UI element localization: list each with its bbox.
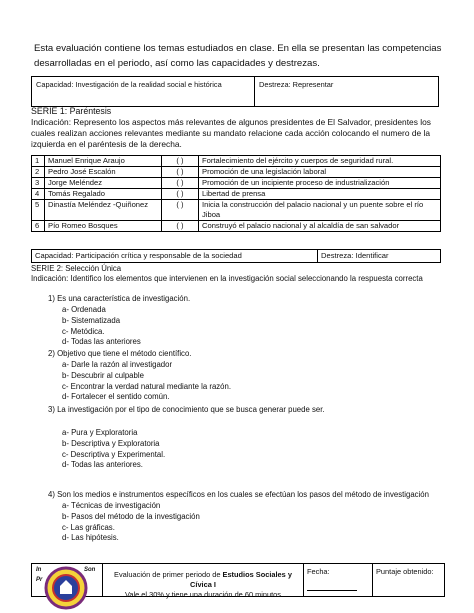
answer-option[interactable]: a- Ordenada: [62, 305, 106, 314]
date-line: [307, 590, 357, 591]
destreza-label: Destreza: Representar: [259, 80, 334, 89]
answer-option[interactable]: c- Metódica.: [62, 326, 105, 336]
matching-table: [31, 155, 441, 232]
answer-option[interactable]: c- Descriptiva y Experimental.: [62, 449, 166, 459]
answer-option[interactable]: c- Las gráficas.: [62, 522, 115, 532]
row-number: 2: [32, 167, 45, 178]
capacity-box-2: [31, 249, 441, 263]
answer-blank[interactable]: ( ): [162, 189, 199, 200]
table-row: [32, 200, 441, 221]
answer-option[interactable]: b- Descubrir al culpable: [62, 370, 144, 380]
row-number: 3: [32, 178, 45, 189]
president-name: Jorge Meléndez: [45, 178, 162, 189]
action-description: Libertad de prensa: [199, 189, 441, 200]
evaluation-line2: Vale el 30% y tiene una duración de 60 minutos: [125, 590, 281, 599]
answer-blank[interactable]: ( ): [162, 221, 199, 232]
row-number: 6: [32, 221, 45, 232]
row-number: 1: [32, 156, 45, 167]
footer-box: [31, 563, 445, 597]
table-row: [32, 178, 441, 189]
action-description: Promoción de un incipiente proceso de industrialización: [199, 178, 441, 189]
capacity-box-1: [31, 76, 439, 107]
answer-option[interactable]: d- Todas las anteriores.: [62, 460, 143, 470]
score-label: Puntaje obtenido:: [376, 567, 434, 576]
answer-option[interactable]: a- Pura y Exploratoria: [62, 428, 138, 437]
school-logo: [32, 564, 103, 596]
date-field[interactable]: [304, 564, 373, 596]
answer-option[interactable]: b- Descriptiva y Exploratoria: [62, 438, 160, 448]
row-number: 4: [32, 189, 45, 200]
answer-option[interactable]: c- Encontrar la verdad natural mediante la razón.: [62, 381, 232, 391]
capacidad-label-2: Capacidad: Participación crítica y responsable de la sociedad: [32, 250, 318, 262]
answer-option[interactable]: a- Darle la razón al investigador: [62, 360, 173, 369]
question-text: 1) Es una característica de investigación.: [48, 294, 191, 303]
answer-option[interactable]: b- Sistematizada: [62, 315, 121, 325]
answer-option[interactable]: a- Técnicas de investigación: [62, 501, 161, 510]
president-name: Tomás Regalado: [45, 189, 162, 200]
logo-text-left: In: [36, 567, 42, 573]
president-name: Pío Romeo Bosques: [45, 221, 162, 232]
serie1-indication: Indicación: Represento los aspectos más relevantes de algunos presidentes de El Salvador, presidentes los cuales realizan acciones relevantes mediante su mandato relacione cada acción colocando el numero de la izquierda en el paréntesis de la derecha.: [31, 117, 431, 149]
answer-blank[interactable]: ( ): [162, 200, 199, 221]
president-name: Dinastía Meléndez -Quiñonez: [45, 200, 162, 221]
evaluation-line1: [103, 570, 303, 590]
capacidad-label: Capacidad: Investigación de la realidad social e histórica: [32, 77, 255, 106]
intro-text: Esta evaluación contiene los temas estudiados en clase. En ella se presentan las competencias desarrolladas en el periodo, así como las capacidades y destrezas.: [34, 43, 442, 69]
table-row: [32, 156, 441, 167]
logo-text-right: Son: [84, 567, 96, 573]
action-description: Construyó el palacio nacional y al alcaldía de san salvador: [199, 221, 441, 232]
table-row: [32, 221, 441, 232]
action-description: Fortalecimiento del ejército y cuerpos de seguridad rural.: [199, 156, 441, 167]
logo-text-left2: Pr: [36, 577, 43, 583]
destreza-label-2: Destreza: Identificar: [321, 251, 389, 260]
action-description: Inicia la construcción del palacio nacional y un puente sobre el río Jiboa: [199, 200, 441, 221]
serie2-indication: Indicación: Identifico los elementos que intervienen en la investigación social seleccionando la respuesta correcta: [31, 274, 423, 283]
action-description: Promoción de una legislación laboral: [199, 167, 441, 178]
table-row: [32, 167, 441, 178]
question-text: 2) Objetivo que tiene el método científico.: [48, 349, 192, 358]
answer-blank[interactable]: ( ): [162, 178, 199, 189]
date-label: Fecha:: [307, 567, 330, 576]
evaluation-info: [103, 564, 304, 599]
answer-blank[interactable]: ( ): [162, 156, 199, 167]
answer-option[interactable]: d- Fortalecer el sentido común.: [62, 392, 170, 402]
question-text: 3) La investigación por el tipo de conocimiento que se busca generar puede ser.: [48, 405, 325, 414]
answer-option[interactable]: d- Las hipótesis.: [62, 533, 119, 543]
answer-option[interactable]: d- Todas las anteriores: [62, 337, 141, 347]
subject-name: Estudios Sociales y Cívica I: [190, 570, 292, 589]
evaluation-line1-text: Evaluación de primer periodo de: [114, 570, 223, 579]
score-field[interactable]: [373, 564, 444, 596]
president-name: Pedro José Escalón: [45, 167, 162, 178]
table-row: [32, 189, 441, 200]
answer-blank[interactable]: ( ): [162, 167, 199, 178]
president-name: Manuel Enrique Araujo: [45, 156, 162, 167]
school-seal-icon: [44, 566, 88, 610]
serie2-title: SERIE 2: Selección Única: [31, 264, 122, 273]
row-number: 5: [32, 200, 45, 221]
question-text: 4) Son los medios e instrumentos específicos en los cuales se efectúan los pasos del método de investigación: [48, 490, 429, 499]
serie1-title: SERIE 1: Paréntesis: [31, 106, 112, 116]
answer-option[interactable]: b- Pasos del método de la investigación: [62, 511, 200, 521]
